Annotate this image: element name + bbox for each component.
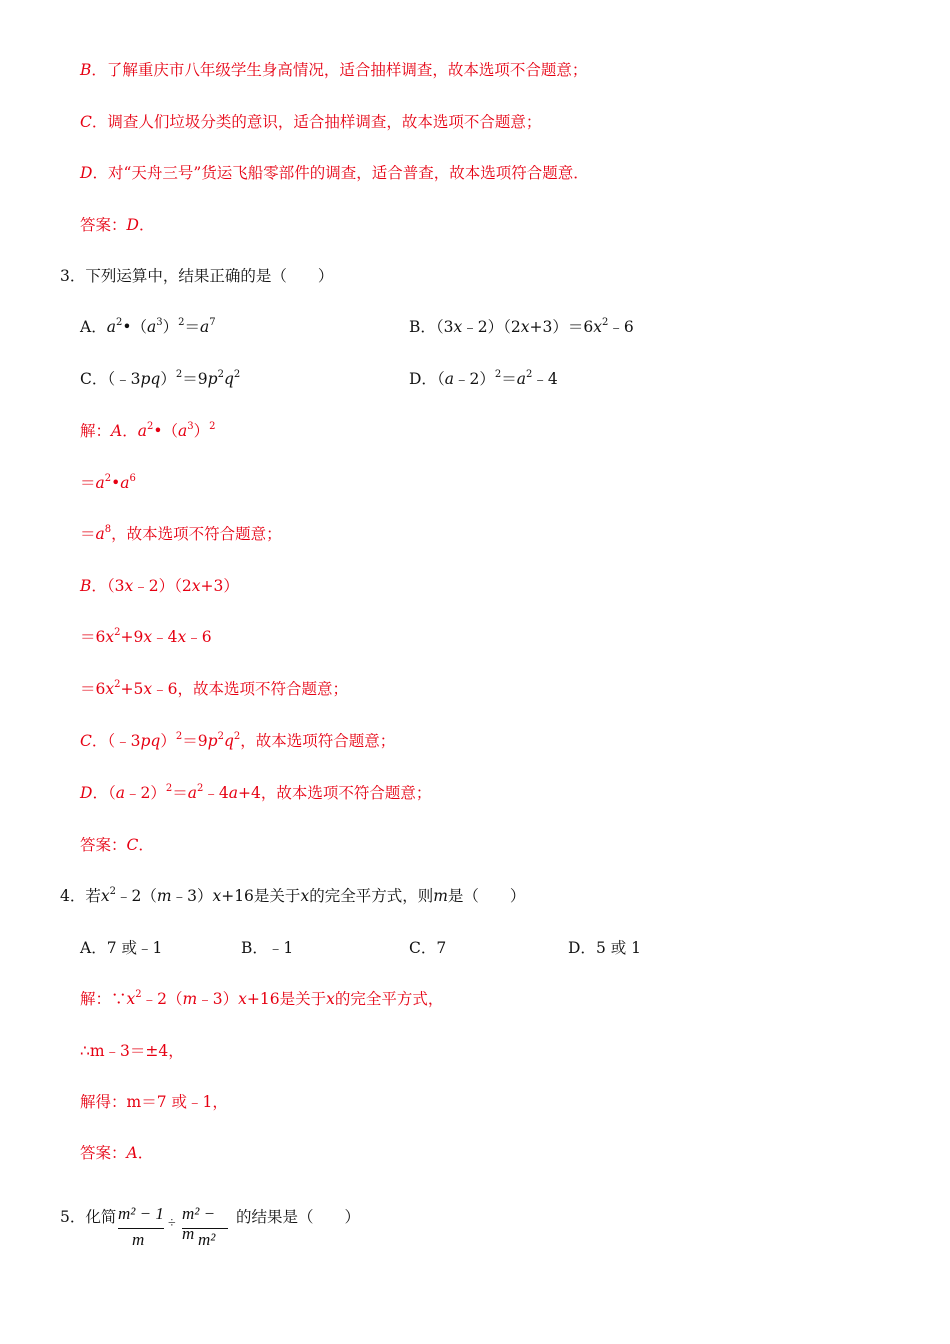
q4-answer: 答案：A．	[80, 1144, 154, 1162]
q5-stem-suffix: 的结果是（ ）	[236, 1208, 361, 1226]
q3-solution-a-line2: $=a^2•a^6$	[80, 473, 136, 492]
q4-option-b: B．﹣1	[241, 939, 294, 957]
q3-answer: 答案：C．	[80, 836, 154, 854]
q3-solution-a-line3: $=a^8$，故本选项不符合题意；	[80, 524, 282, 543]
q3-solution-b-line2: $=6x^2+9x﹣4x﹣6$	[80, 627, 212, 646]
fraction-1-numerator: m² − 1	[118, 1204, 164, 1223]
q3-solution-b-line1: B．（3x﹣2）（2x+3）	[80, 577, 239, 595]
q2-answer: 答案：D．	[80, 216, 155, 234]
q2-solution-b: B．了解重庆市八年级学生身高情况，适合抽样调查，故本选项不合题意；	[80, 61, 588, 79]
fraction-2-denominator: m²	[198, 1230, 216, 1249]
q2-solution-c: C．调查人们垃圾分类的意识，适合抽样调查，故本选项不合题意；	[80, 113, 542, 131]
q3-solution-b-line3: $=6x^2+5x﹣6$，故本选项不符合题意；	[80, 679, 348, 698]
q4-option-c: C．7	[409, 939, 447, 957]
q3-solution-d: D．$(a﹣2)^2=a^2﹣4a+4$，故本选项不符合题意；	[80, 783, 432, 802]
fraction-2-bar	[182, 1228, 228, 1229]
fraction-1-denominator: m	[132, 1230, 145, 1249]
q5-stem-prefix: 5．化简	[60, 1208, 117, 1226]
divide-sign: ÷	[168, 1216, 176, 1231]
q5-expression	[118, 1200, 228, 1256]
q3-option-a: A．$a^2•(a^3)^2=a^7$	[80, 317, 216, 336]
q3-option-b: B．$(3x﹣2)(2x+3)=6x^2﹣6$	[409, 317, 634, 336]
q4-option-d: D．5 或 1	[568, 939, 642, 957]
q4-option-a: A．7 或﹣1	[80, 939, 163, 957]
fraction-2-numerator: m² − m	[182, 1204, 216, 1243]
q3-option-d: D．$(a﹣2)^2=a^2﹣4$	[409, 369, 558, 388]
fraction-1-bar	[118, 1228, 164, 1229]
q3-option-c: C．$(﹣3pq)^2=9p^2q^2$	[80, 369, 241, 388]
q4-solution-line1: 解：$\because x^2﹣2(m﹣3)x+16$是关于x的完全平方式，	[80, 989, 444, 1008]
q3-solution-c: C．$(﹣3pq)^2=9p^2q^2$，故本选项符合题意；	[80, 731, 396, 750]
q4-solution-line2: ∴m﹣3＝±4，	[80, 1042, 184, 1060]
q2-solution-d: D．对“天舟三号”货运飞船零部件的调查，适合普查，故本选项符合题意．	[80, 164, 589, 182]
q3-solution-a-line1: 解：A．$a^2•(a^3)^2$	[80, 421, 216, 440]
q3-stem: 3．下列运算中，结果正确的是（ ）	[60, 267, 334, 285]
q4-stem: 4．若$x^2﹣2(m﹣3)x+16$是关于x的完全平方式，则m是（ ）	[60, 886, 526, 905]
q4-solution-line3: 解得：m＝7 或﹣1，	[80, 1093, 228, 1111]
